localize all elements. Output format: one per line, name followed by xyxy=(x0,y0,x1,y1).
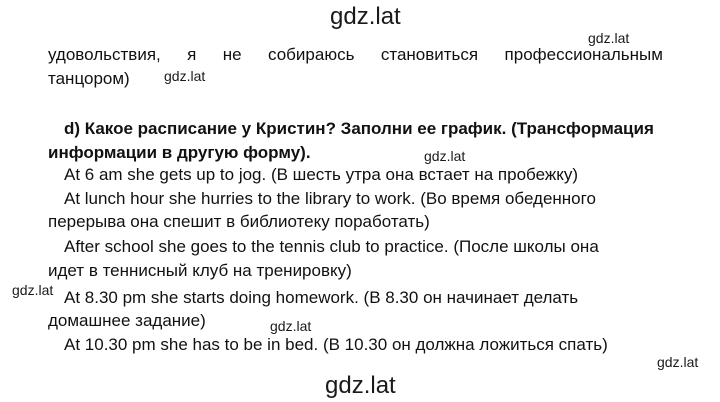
watermark-bottom: gdz.lat xyxy=(325,372,396,399)
watermark-top: gdz.lat xyxy=(330,3,401,30)
schedule-item-jog: At 6 am she gets up to jog. (В шесть утра она встает на пробежку) xyxy=(64,165,579,184)
word: удовольствия, xyxy=(48,45,161,64)
watermark: gdz.lat xyxy=(270,318,312,334)
schedule-item-library-line-1: At lunch hour she hurries to the library to work. (Во время обеденного xyxy=(64,189,596,208)
watermark: gdz.lat xyxy=(588,30,630,46)
watermark: gdz.lat xyxy=(164,68,206,84)
intro-line-1 xyxy=(48,44,663,66)
word: собираюсь xyxy=(268,45,355,64)
word: не xyxy=(222,45,242,64)
watermark: gdz.lat xyxy=(657,354,699,370)
intro-line-2: танцором) xyxy=(48,69,130,88)
schedule-item-bed: At 10.30 pm she has to be in bed. (В 10.30 он должна ложиться спать) xyxy=(64,335,608,354)
task-heading-line-1: d) Какое расписание у Кристин? Заполни ее график. (Трансформация xyxy=(64,119,654,138)
watermark: gdz.lat xyxy=(424,148,466,164)
watermark: gdz.lat xyxy=(12,282,54,298)
schedule-item-homework-line-2: домашнее задание) xyxy=(48,311,206,330)
schedule-item-tennis-line-2: идет в теннисный клуб на тренировку) xyxy=(48,261,352,280)
word: профессиональным xyxy=(504,45,663,64)
schedule-item-tennis-line-1: After school she goes to the tennis club to practice. (После школы она xyxy=(64,237,599,256)
word: становиться xyxy=(380,45,479,64)
word: я xyxy=(187,45,197,64)
task-heading-line-2: информации в другую форму). xyxy=(48,143,311,162)
schedule-item-homework-line-1: At 8.30 pm she starts doing homework. (В 8.30 он начинает делать xyxy=(64,288,579,307)
schedule-item-library-line-2: перерыва она спешит в библиотеку поработать) xyxy=(48,212,430,231)
